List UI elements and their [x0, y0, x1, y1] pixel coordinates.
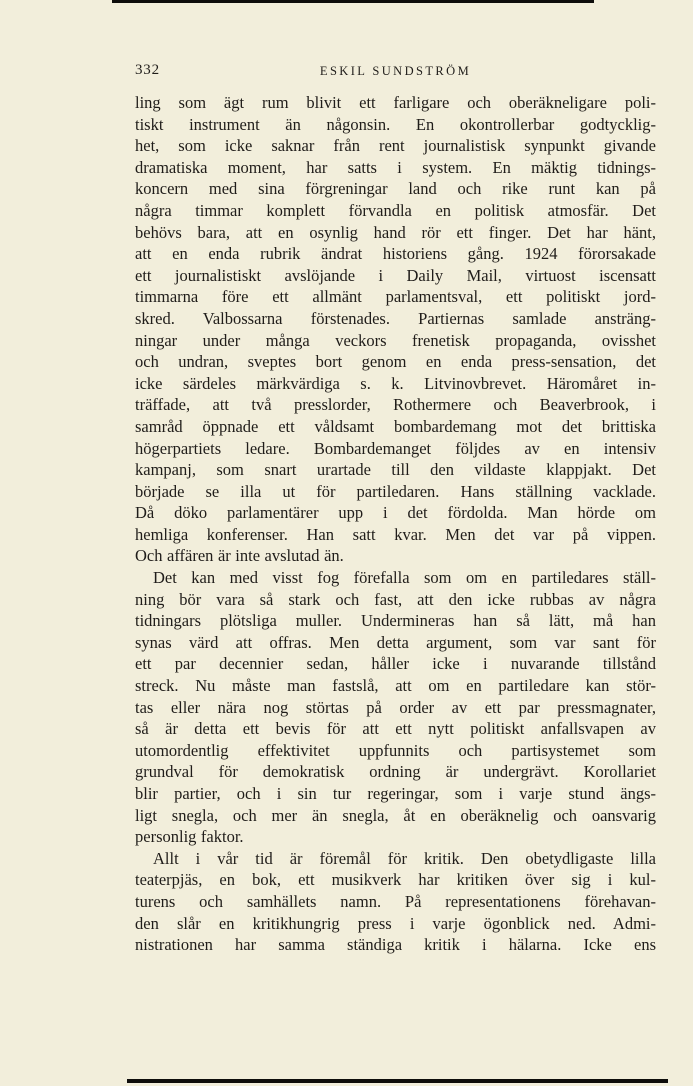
- text-line: samråd öppnade ett våldsamt bombardemang mot det brittiska: [135, 416, 656, 436]
- running-header: ESKIL SUNDSTRÖM: [319, 64, 472, 78]
- text-line: kampanj, som snart urartade till den vildaste klappjakt. Det: [135, 460, 656, 480]
- text-line: några timmar komplett förvandla en politisk atmosfär. Det: [135, 200, 656, 220]
- text-line: tas eller nära nog störtas på order av ett par pressmagnater,: [135, 697, 656, 717]
- text-line: personlig faktor.: [135, 827, 244, 847]
- text-line: teaterpjäs, en bok, ett musikverk har kritiken över sig i kul-: [135, 870, 656, 890]
- text-line: att en enda rubrik ändrat historiens gång. 1924 förorsakade: [135, 244, 656, 264]
- text-line: nistrationen har samma ständiga kritik i hälarna. Icke ens: [135, 935, 656, 955]
- text-line: synas värd att offras. Men detta argument, som var sant för: [135, 632, 656, 652]
- text-line: streck. Nu måste man fastslå, att om en partiledare kan stör-: [135, 676, 656, 696]
- text-line: icke särdeles märkvärdiga s. k. Litvinovbrevet. Häromåret in-: [135, 373, 656, 393]
- text-line: Allt i vår tid är föremål för kritik. Den obetydligaste lilla: [153, 848, 656, 868]
- text-line: tidningars plötsliga muller. Undermineras han så lätt, må han: [135, 611, 656, 631]
- text-line: ett par decennier sedan, håller icke i nuvarande tillstånd: [135, 654, 656, 674]
- text-line: het, som icke saknar från rent journalistisk synpunkt givande: [135, 136, 656, 156]
- scan-edge-top: [112, 0, 594, 3]
- text-line: började se illa ut för partiledaren. Hans ställning vacklade.: [135, 481, 656, 501]
- text-line: ett journalistiskt avslöjande i Daily Mail, virtuost iscensatt: [135, 265, 656, 285]
- text-line: Det kan med visst fog förefalla som om en partiledares ställ-: [153, 568, 656, 588]
- text-line: träffade, att två presslorder, Rothermere och Beaverbrook, i: [135, 395, 656, 415]
- text-line: blir partier, och i sin tur regeringar, som i varje stund ängs-: [135, 784, 656, 803]
- text-line: koncern med sina förgreningar land och rike runt kan på: [135, 179, 656, 199]
- text-line: så är detta ett bevis för att ett nytt politiskt anfallsvapen av: [135, 719, 656, 739]
- text-line: turens och samhällets namn. På representationens förehavan-: [135, 891, 656, 911]
- text-line: behövs bara, att en osynlig hand rör ett finger. Det har hänt,: [135, 222, 656, 242]
- text-line: ling som ägt rum blivit ett farligare och oberäkneligare poli-: [135, 93, 656, 112]
- text-line: och undran, sveptes bort genom en enda press-sensation, det: [135, 352, 656, 372]
- text-line: ligt snegla, och mer än snegla, åt en oberäknelig och oansvarig: [135, 805, 656, 825]
- text-line: utomordentlig effektivitet uppfunnits och partisystemet som: [135, 740, 656, 760]
- scan-edge-bottom: [127, 1079, 668, 1083]
- text-line: Och affären är inte avslutad än.: [135, 546, 344, 566]
- text-line: Då döko parlamentärer upp i det fördolda. Man hörde om: [135, 503, 656, 523]
- page-header: [135, 60, 656, 82]
- text-line: dramatiska moment, har satts i system. En mäktig tidnings-: [135, 157, 656, 177]
- text-line: grundval för demokratisk ordning är undergrävt. Korollariet: [135, 762, 656, 782]
- text-line: ning bör vara så stark och fast, att den icke rubbas av några: [135, 589, 656, 609]
- text-line: högerpartiets ledare. Bombardemanget följdes av en intensiv: [135, 438, 656, 458]
- text-line: timmarna före ett allmänt parlamentsval, ett politiskt jord-: [135, 287, 656, 307]
- text-line: hemliga konferenser. Han satt kvar. Men det var på vippen.: [135, 524, 656, 544]
- text-line: ningar under många veckors frenetisk propaganda, ovisshet: [135, 330, 656, 350]
- text-line: skred. Valbossarna förstenades. Partiernas samlade ansträng-: [135, 308, 656, 328]
- page-number: 332: [135, 62, 160, 78]
- text-line: den slår en kritikhungrig press i varje ögonblick ned. Admi-: [135, 913, 656, 933]
- text-block: [135, 92, 656, 956]
- text-line: tiskt instrument än någonsin. En okontrollerbar godtycklig-: [135, 114, 656, 134]
